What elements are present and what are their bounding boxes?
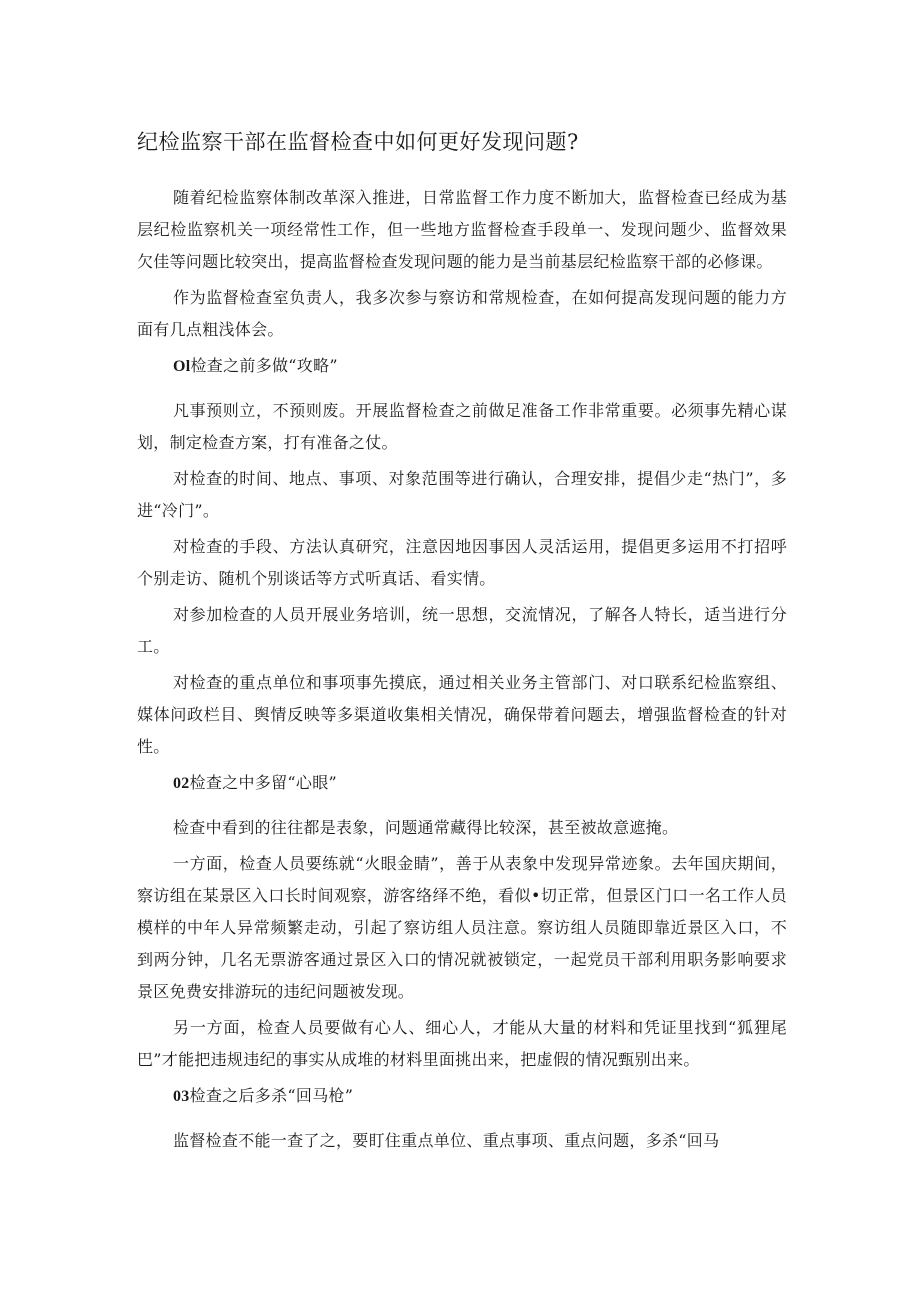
document-page	[137, 128, 787, 1161]
section-2-title: 检查之中多留“心眼”	[189, 773, 337, 792]
section-2-paragraph-2: 一方面，检查人员要练就“火眼金睛”，善于从表象中发现异常迹象。去年国庆期间，察访组在某景区入口长时间观察，游客络绎不绝，看似•切正常，但景区门口一名工作人员模样的中年人异常频繁走动，引起了察访组人员注意。察访组人员随即靠近景区入口，不到两分钟，几名无票游客通过景区入口的情况就被锁定，一起党员干部利用职务影响要求景区免费安排游玩的违纪问题被发现。	[137, 854, 787, 1001]
section-3-number: 03	[173, 1088, 190, 1105]
section-1-paragraph-3: 对检查的手段、方法认真研究，注意因地因事因人灵活运用，提倡更多运用不打招呼个别走访、随机个别谈话等方式听真话、看实情。	[137, 537, 787, 588]
intro-paragraph-2: 作为监督检查室负责人，我多次参与察访和常规检查，在如何提高发现问题的能力方面有几点粗浅体会。	[137, 288, 787, 339]
section-3-title: 检查之后多杀“回马枪”	[189, 1086, 354, 1105]
section-1-paragraph-4: 对参加检查的人员开展业务培训，统一思想，交流情况，了解各人特长，适当进行分工。	[137, 605, 787, 656]
section-1-paragraph-1: 凡事预则立，不预则废。开展监督检查之前做足准备工作非常重要。必须事先精心谋划，制定检查方案，打有准备之仗。	[137, 401, 787, 452]
section-1-heading	[137, 350, 787, 383]
section-1-paragraph-5: 对检查的重点单位和事项事先摸底，通过相关业务主管部门、对口联系纪检监察组、媒体问政栏目、舆情反映等多渠道收集相关情况，确保带着问题去，增强监督检查的针对性。	[137, 673, 787, 756]
document-title: 纪检监察干部在监督检查中如何更好发现问题?	[137, 130, 579, 154]
section-2-heading	[137, 767, 787, 800]
section-2-number: 02	[173, 775, 190, 792]
intro-paragraph-1: 随着纪检监察体制改革深入推进，日常监督工作力度不断加大，监督检查已经成为基层纪检监察机关一项经常性工作，但一些地方监督检查手段单一、发现问题少、监督效果欠佳等问题比较突出，提高监督检查发现问题的能力是当前基层纪检监察干部的必修课。	[137, 188, 787, 271]
section-3-paragraph-1: 监督检查不能一查了之，要盯住重点单位、重点事项、重点问题，多杀“回马	[173, 1131, 720, 1150]
section-2-paragraph-3: 另一方面，检查人员要做有心人、细心人，才能从大量的材料和凭证里找到“狐狸尾巴”才能把违规违纪的事实从成堆的材料里面挑出来，把虚假的情况甄别出来。	[137, 1018, 787, 1069]
section-1-paragraph-2: 对检查的时间、地点、事项、对象范围等进行确认，合理安排，提倡少走“热门”，多进“冷门”。	[137, 469, 787, 520]
section-2-paragraph-1: 检查中看到的往往都是表象，问题通常藏得比较深，甚至被故意遮掩。	[173, 818, 679, 837]
section-1-number: Ol	[173, 358, 191, 375]
section-1-title: 检查之前多做“攻略”	[190, 356, 338, 375]
section-3-heading	[137, 1080, 787, 1113]
